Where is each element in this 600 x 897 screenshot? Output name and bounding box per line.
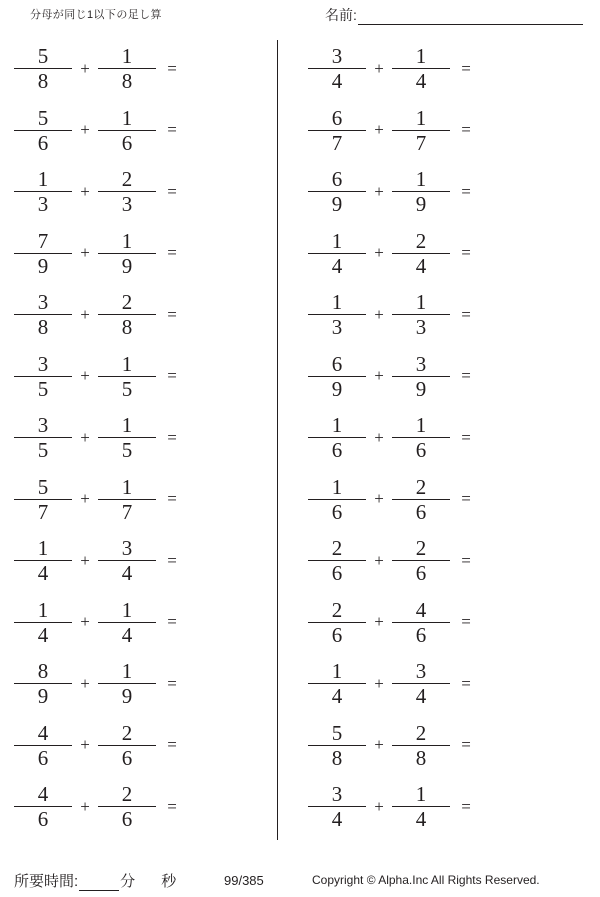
fraction xyxy=(14,230,72,277)
fraction-numerator: 6 xyxy=(331,167,343,192)
fraction-numerator: 1 xyxy=(331,290,343,315)
fraction-numerator: 4 xyxy=(37,720,49,745)
answer-blank[interactable] xyxy=(184,423,254,453)
plus-sign: + xyxy=(80,427,90,447)
name-input-line[interactable] xyxy=(358,7,583,25)
fraction-denominator: 6 xyxy=(37,807,49,832)
fraction-numerator: 2 xyxy=(121,782,133,807)
fraction-numerator: 5 xyxy=(37,474,49,499)
equals-sign: = xyxy=(461,612,471,632)
fraction xyxy=(308,783,366,830)
plus-sign: + xyxy=(80,304,90,324)
fraction xyxy=(98,660,156,707)
second-unit-label: 秒 xyxy=(161,873,177,890)
fraction xyxy=(392,291,450,338)
fraction-denominator: 4 xyxy=(331,684,343,709)
fraction-denominator: 6 xyxy=(37,745,49,770)
fraction-denominator: 6 xyxy=(415,561,427,586)
fraction-denominator: 8 xyxy=(331,745,343,770)
fraction xyxy=(14,353,72,400)
equals-sign: = xyxy=(461,735,471,755)
fraction-denominator: 7 xyxy=(331,130,343,155)
answer-blank[interactable] xyxy=(184,177,254,207)
fraction-numerator: 3 xyxy=(37,413,49,438)
fraction xyxy=(98,599,156,646)
equals-sign: = xyxy=(167,427,177,447)
problem-row xyxy=(290,592,568,654)
answer-blank[interactable] xyxy=(478,54,548,84)
fraction-numerator: 1 xyxy=(121,351,133,376)
plus-sign: + xyxy=(80,366,90,386)
fraction xyxy=(308,414,366,461)
answer-blank[interactable] xyxy=(478,177,548,207)
problem-row xyxy=(290,715,568,777)
plus-sign: + xyxy=(374,243,384,263)
equals-sign: = xyxy=(167,120,177,140)
fraction xyxy=(14,476,72,523)
fraction xyxy=(308,599,366,646)
fraction-denominator: 6 xyxy=(121,130,133,155)
page-title: 分母が同じ1以下の足し算 xyxy=(30,9,162,21)
fraction-denominator: 7 xyxy=(415,130,427,155)
fraction-numerator: 3 xyxy=(331,782,343,807)
fraction-numerator: 2 xyxy=(121,167,133,192)
fraction-denominator: 6 xyxy=(331,561,343,586)
fraction xyxy=(98,783,156,830)
plus-sign: + xyxy=(374,673,384,693)
fraction xyxy=(308,107,366,154)
fraction-numerator: 1 xyxy=(331,413,343,438)
answer-blank[interactable] xyxy=(184,54,254,84)
equals-sign: = xyxy=(461,427,471,447)
minute-unit-label: 分 xyxy=(120,873,136,890)
plus-sign: + xyxy=(80,796,90,816)
fraction xyxy=(308,660,366,707)
fraction-numerator: 2 xyxy=(121,290,133,315)
plus-sign: + xyxy=(374,612,384,632)
fraction-denominator: 8 xyxy=(37,69,49,94)
equals-sign: = xyxy=(461,120,471,140)
fraction-numerator: 1 xyxy=(331,474,343,499)
plus-sign: + xyxy=(374,489,384,509)
fraction-denominator: 9 xyxy=(415,192,427,217)
fraction xyxy=(14,107,72,154)
fraction-numerator: 4 xyxy=(415,597,427,622)
equals-sign: = xyxy=(167,243,177,263)
problem-row xyxy=(290,469,568,531)
equals-sign: = xyxy=(461,366,471,386)
fraction-numerator: 1 xyxy=(121,105,133,130)
fraction-denominator: 4 xyxy=(121,622,133,647)
fraction-numerator: 2 xyxy=(331,536,343,561)
worksheet-header xyxy=(0,0,600,34)
fraction-denominator: 9 xyxy=(415,376,427,401)
fraction xyxy=(308,353,366,400)
plus-sign: + xyxy=(374,304,384,324)
problem-row xyxy=(290,776,568,838)
fraction-denominator: 5 xyxy=(37,438,49,463)
answer-blank[interactable] xyxy=(184,546,254,576)
fraction-numerator: 1 xyxy=(415,167,427,192)
fraction-denominator: 8 xyxy=(415,745,427,770)
fraction xyxy=(308,230,366,277)
fraction-denominator: 4 xyxy=(415,69,427,94)
equals-sign: = xyxy=(461,304,471,324)
fraction-numerator: 2 xyxy=(121,720,133,745)
fraction-numerator: 3 xyxy=(37,290,49,315)
plus-sign: + xyxy=(80,673,90,693)
answer-blank[interactable] xyxy=(184,115,254,145)
problem-row xyxy=(290,653,568,715)
fraction xyxy=(98,45,156,92)
fraction-numerator: 7 xyxy=(37,228,49,253)
fraction xyxy=(98,230,156,277)
fraction-numerator: 5 xyxy=(37,44,49,69)
seconds-input-line[interactable] xyxy=(135,874,161,891)
equals-sign: = xyxy=(167,796,177,816)
answer-blank[interactable] xyxy=(478,546,548,576)
fraction-numerator: 3 xyxy=(415,659,427,684)
time-label: 所要時間: xyxy=(14,873,79,890)
equals-sign: = xyxy=(167,58,177,78)
equals-sign: = xyxy=(461,673,471,693)
fraction-numerator: 1 xyxy=(415,105,427,130)
problem-row xyxy=(0,653,278,715)
equals-sign: = xyxy=(461,489,471,509)
fraction-numerator: 2 xyxy=(415,474,427,499)
worksheet-footer xyxy=(0,866,600,897)
fraction-numerator: 1 xyxy=(37,167,49,192)
fraction xyxy=(98,476,156,523)
time-taken-area xyxy=(14,870,176,891)
fraction xyxy=(392,107,450,154)
fraction-denominator: 6 xyxy=(331,438,343,463)
answer-blank[interactable] xyxy=(478,484,548,514)
fraction xyxy=(392,537,450,584)
equals-sign: = xyxy=(167,181,177,201)
fraction xyxy=(392,783,450,830)
plus-sign: + xyxy=(374,796,384,816)
problem-row xyxy=(290,530,568,592)
fraction-denominator: 4 xyxy=(415,253,427,278)
answer-blank[interactable] xyxy=(184,238,254,268)
fraction-numerator: 1 xyxy=(121,413,133,438)
equals-sign: = xyxy=(461,58,471,78)
fraction xyxy=(392,476,450,523)
fraction xyxy=(14,599,72,646)
fraction-denominator: 6 xyxy=(121,807,133,832)
plus-sign: + xyxy=(80,181,90,201)
problem-row xyxy=(0,161,278,223)
fraction xyxy=(308,168,366,215)
copyright-notice: Copyright © Alpha.Inc All Rights Reserved. xyxy=(312,873,540,887)
fraction-numerator: 1 xyxy=(415,413,427,438)
fraction xyxy=(14,414,72,461)
problem-column-left xyxy=(0,38,278,838)
fraction-denominator: 4 xyxy=(121,561,133,586)
equals-sign: = xyxy=(167,550,177,570)
problem-row xyxy=(290,161,568,223)
fraction xyxy=(14,45,72,92)
problem-row xyxy=(0,38,278,100)
problem-row xyxy=(0,592,278,654)
fraction xyxy=(14,168,72,215)
answer-blank[interactable] xyxy=(478,361,548,391)
fraction-numerator: 5 xyxy=(37,105,49,130)
plus-sign: + xyxy=(80,735,90,755)
fraction-numerator: 1 xyxy=(121,44,133,69)
fraction-denominator: 8 xyxy=(37,315,49,340)
fraction-denominator: 9 xyxy=(121,684,133,709)
fraction xyxy=(14,660,72,707)
problem-row xyxy=(0,284,278,346)
fraction-numerator: 8 xyxy=(37,659,49,684)
fraction xyxy=(392,168,450,215)
problem-row xyxy=(290,223,568,285)
equals-sign: = xyxy=(167,673,177,693)
page-number: 99/385 xyxy=(224,873,264,888)
answer-blank[interactable] xyxy=(478,115,548,145)
plus-sign: + xyxy=(80,58,90,78)
fraction-numerator: 2 xyxy=(331,597,343,622)
plus-sign: + xyxy=(374,427,384,447)
equals-sign: = xyxy=(461,181,471,201)
fraction xyxy=(14,783,72,830)
problem-row xyxy=(0,715,278,777)
name-label: 名前: xyxy=(325,7,357,23)
answer-blank[interactable] xyxy=(478,300,548,330)
fraction-denominator: 6 xyxy=(415,622,427,647)
fraction-denominator: 4 xyxy=(331,807,343,832)
fraction-denominator: 9 xyxy=(37,684,49,709)
fraction xyxy=(392,660,450,707)
fraction-numerator: 3 xyxy=(37,351,49,376)
fraction-denominator: 8 xyxy=(121,315,133,340)
problem-row xyxy=(0,346,278,408)
fraction xyxy=(392,353,450,400)
answer-blank[interactable] xyxy=(478,238,548,268)
fraction-denominator: 3 xyxy=(331,315,343,340)
equals-sign: = xyxy=(167,612,177,632)
plus-sign: + xyxy=(80,489,90,509)
fraction-numerator: 4 xyxy=(37,782,49,807)
equals-sign: = xyxy=(461,796,471,816)
fraction xyxy=(98,107,156,154)
fraction-denominator: 5 xyxy=(37,376,49,401)
problem-row xyxy=(0,223,278,285)
fraction-numerator: 2 xyxy=(415,228,427,253)
equals-sign: = xyxy=(167,366,177,386)
fraction-numerator: 2 xyxy=(415,720,427,745)
problem-row xyxy=(0,100,278,162)
fraction-numerator: 1 xyxy=(121,597,133,622)
fraction-denominator: 4 xyxy=(37,561,49,586)
fraction xyxy=(14,537,72,584)
equals-sign: = xyxy=(167,489,177,509)
fraction xyxy=(308,722,366,769)
fraction-numerator: 3 xyxy=(121,536,133,561)
fraction-denominator: 9 xyxy=(331,192,343,217)
fraction-numerator: 6 xyxy=(331,351,343,376)
problem-row xyxy=(0,407,278,469)
fraction xyxy=(98,168,156,215)
fraction-numerator: 1 xyxy=(331,659,343,684)
fraction xyxy=(392,599,450,646)
fraction-denominator: 7 xyxy=(37,499,49,524)
problem-row xyxy=(0,469,278,531)
fraction-denominator: 4 xyxy=(37,622,49,647)
fraction-numerator: 1 xyxy=(415,44,427,69)
fraction xyxy=(392,45,450,92)
answer-blank[interactable] xyxy=(184,300,254,330)
answer-blank[interactable] xyxy=(184,484,254,514)
plus-sign: + xyxy=(80,550,90,570)
fraction xyxy=(308,45,366,92)
fraction xyxy=(98,353,156,400)
plus-sign: + xyxy=(374,735,384,755)
fraction-denominator: 5 xyxy=(121,376,133,401)
fraction-denominator: 3 xyxy=(37,192,49,217)
fraction xyxy=(14,722,72,769)
plus-sign: + xyxy=(80,120,90,140)
fraction xyxy=(308,537,366,584)
plus-sign: + xyxy=(374,366,384,386)
fraction xyxy=(98,722,156,769)
problem-column-right xyxy=(290,38,568,838)
fraction-numerator: 1 xyxy=(121,474,133,499)
plus-sign: + xyxy=(374,120,384,140)
fraction-numerator: 1 xyxy=(121,659,133,684)
plus-sign: + xyxy=(374,181,384,201)
equals-sign: = xyxy=(461,243,471,263)
minutes-input-line[interactable] xyxy=(79,873,119,891)
plus-sign: + xyxy=(80,612,90,632)
fraction xyxy=(98,291,156,338)
fraction-denominator: 9 xyxy=(37,253,49,278)
fraction xyxy=(392,230,450,277)
fraction-denominator: 6 xyxy=(331,622,343,647)
problem-row xyxy=(290,38,568,100)
fraction-denominator: 3 xyxy=(121,192,133,217)
fraction-numerator: 5 xyxy=(331,720,343,745)
problem-row xyxy=(290,284,568,346)
answer-blank[interactable] xyxy=(184,669,254,699)
plus-sign: + xyxy=(80,243,90,263)
fraction-denominator: 6 xyxy=(121,745,133,770)
fraction-numerator: 1 xyxy=(121,228,133,253)
answer-blank[interactable] xyxy=(478,607,548,637)
answer-blank[interactable] xyxy=(184,361,254,391)
fraction xyxy=(308,476,366,523)
plus-sign: + xyxy=(374,58,384,78)
problem-row xyxy=(0,530,278,592)
answer-blank[interactable] xyxy=(184,792,254,822)
answer-blank[interactable] xyxy=(478,730,548,760)
fraction xyxy=(392,414,450,461)
problem-row xyxy=(290,100,568,162)
fraction-numerator: 3 xyxy=(331,44,343,69)
fraction-numerator: 3 xyxy=(415,351,427,376)
fraction xyxy=(98,537,156,584)
equals-sign: = xyxy=(167,304,177,324)
equals-sign: = xyxy=(167,735,177,755)
fraction-denominator: 6 xyxy=(415,438,427,463)
fraction xyxy=(14,291,72,338)
plus-sign: + xyxy=(374,550,384,570)
fraction-denominator: 4 xyxy=(331,69,343,94)
equals-sign: = xyxy=(461,550,471,570)
problem-row xyxy=(0,776,278,838)
fraction-numerator: 1 xyxy=(415,782,427,807)
answer-blank[interactable] xyxy=(478,669,548,699)
fraction-denominator: 7 xyxy=(121,499,133,524)
fraction xyxy=(98,414,156,461)
fraction-numerator: 1 xyxy=(331,228,343,253)
fraction-numerator: 1 xyxy=(415,290,427,315)
fraction-numerator: 6 xyxy=(331,105,343,130)
fraction-denominator: 5 xyxy=(121,438,133,463)
name-field-area xyxy=(325,5,583,25)
fraction-denominator: 6 xyxy=(415,499,427,524)
fraction-denominator: 4 xyxy=(331,253,343,278)
fraction-denominator: 9 xyxy=(121,253,133,278)
fraction-denominator: 3 xyxy=(415,315,427,340)
fraction-denominator: 6 xyxy=(37,130,49,155)
fraction-denominator: 8 xyxy=(121,69,133,94)
answer-blank[interactable] xyxy=(478,423,548,453)
answer-blank[interactable] xyxy=(184,730,254,760)
fraction xyxy=(392,722,450,769)
fraction-denominator: 9 xyxy=(331,376,343,401)
problem-row xyxy=(290,407,568,469)
problem-row xyxy=(290,346,568,408)
fraction-denominator: 4 xyxy=(415,807,427,832)
fraction xyxy=(308,291,366,338)
fraction-denominator: 6 xyxy=(331,499,343,524)
fraction-numerator: 1 xyxy=(37,536,49,561)
answer-blank[interactable] xyxy=(478,792,548,822)
fraction-denominator: 4 xyxy=(415,684,427,709)
answer-blank[interactable] xyxy=(184,607,254,637)
fraction-numerator: 2 xyxy=(415,536,427,561)
fraction-numerator: 1 xyxy=(37,597,49,622)
